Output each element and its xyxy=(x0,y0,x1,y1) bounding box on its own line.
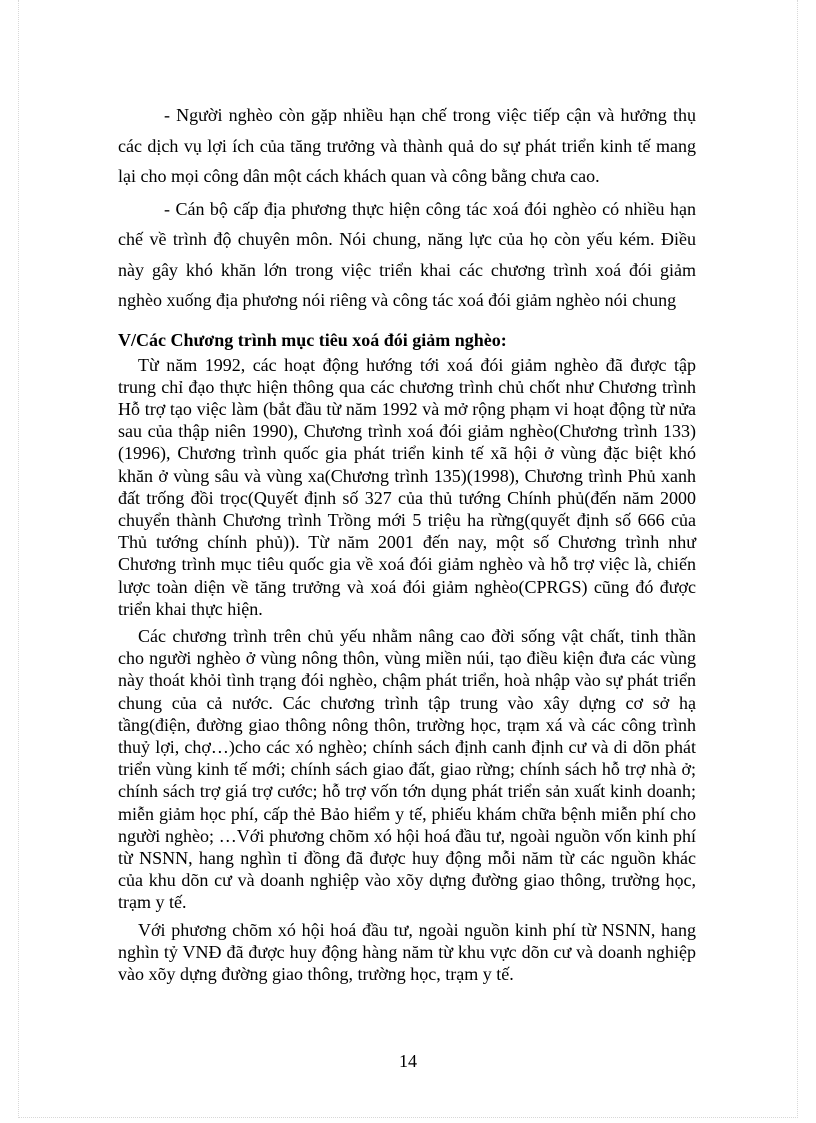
page-number: 14 xyxy=(399,1051,417,1071)
section-heading: V/Các Chương trình mục tiêu xoá đói giảm nghèo: xyxy=(118,329,507,350)
paragraph-local-officials: - Cán bộ cấp địa phương thực hiện công tác xoá đói nghèo có nhiều hạn chế về trình độ chuyên môn. Nói chung, năng lực của họ còn yếu kém. Điều này gây khó khăn lớn trong việc triển khai các chương trình xoá đói giảm nghèo xuống địa phương nói riêng và công tác xoá đói giảm nghèo nói chung xyxy=(118,198,696,310)
paragraph-poor-access: - Người nghèo còn gặp nhiều hạn chế trong việc tiếp cận và hưởng thụ các dịch vụ lợi ích của tăng trưởng và thành quả do sự phát triển kinh tế mang lại cho mọi công dân một cách khách quan và công bằng chưa cao. xyxy=(118,105,696,186)
paragraph-programs-since-1992: Từ năm 1992, các hoạt động hướng tới xoá đói giảm nghèo đã được tập trung chỉ đạo thực hiện thông qua các chương trình chủ chốt như Chương trình Hỗ trợ tạo việc làm (bắt đầu từ năm 1992 và mở rộng phạm vi hoạt động từ nửa sau của thập niên 1990), Chương trình xoá đói giảm nghèo(Chương trình 133)(1996), Chương trình quốc gia phát triển kinh tế xã hội ở vùng đặc biệt khó khăn ở vùng sâu và vùng xa(Chương trình 135)(1998), Chương trình Phủ xanh đất trống đồi trọc(Quyết định số 327 của thủ tướng Chính phủ(đến năm 2000 chuyển thành Chương trình Trồng mới 5 triệu ha rừng(quyết định số 666 của Thủ tướng chính phủ)). Từ năm 2001 đến nay, một số Chương trình như Chương trình mục tiêu quốc gia về xoá đói giảm nghèo và hỗ trợ việc là, chiến lược toàn diện về tăng trưởng và xoá đói giảm nghèo(CPRGS) cũng đó được triển khai thực hiện. xyxy=(118,354,696,619)
paragraph-program-goals: Các chương trình trên chủ yếu nhằm nâng cao đời sống vật chất, tinh thần cho người nghèo ở vùng nông thôn, vùng miền núi, tạo điều kiện đưa các vùng này thoát khỏi tình trạng đói nghèo, chậm phát triển, hoà nhập vào sự phát triển chung của cả nước. Các chương trình tập trung vào xây dựng cơ sở hạ tầng(điện, đường giao thông nông thôn, trường học, trạm xá và các công trình thuỷ lợi, chợ…)cho các xó nghèo; chính sách định canh định cư và di dõn phát triển vùng kinh tế mới; chính sách giao đất, giao rừng; chính sách hỗ trợ nhà ở; chính sách trợ giá trợ cước; hỗ trợ vốn tớn dụng phát triển sản xuất kinh doanh; miễn giảm học phí, cấp thẻ Bảo hiểm y tế, phiếu khám chữa bệnh miễn phí cho người nghèo; …Với phương chõm xó hội hoá đầu tư, ngoài nguồn vốn kinh phí từ NSNN, hang nghìn tỉ đồng đã được huy động mỗi năm từ các nguồn khác của khu dõn cư và doanh nghiệp vào xõy dựng đường giao thông, trường học, trạm y tế. xyxy=(118,625,696,913)
paragraph-socialization: Với phương chõm xó hội hoá đầu tư, ngoài nguồn kinh phí từ NSNN, hang nghìn tỷ VNĐ đã được huy động hàng năm từ khu vực dõn cư và doanh nghiệp vào xõy dựng đường giao thông, trường học, trạm y tế. xyxy=(118,919,696,984)
document-body xyxy=(118,100,696,985)
